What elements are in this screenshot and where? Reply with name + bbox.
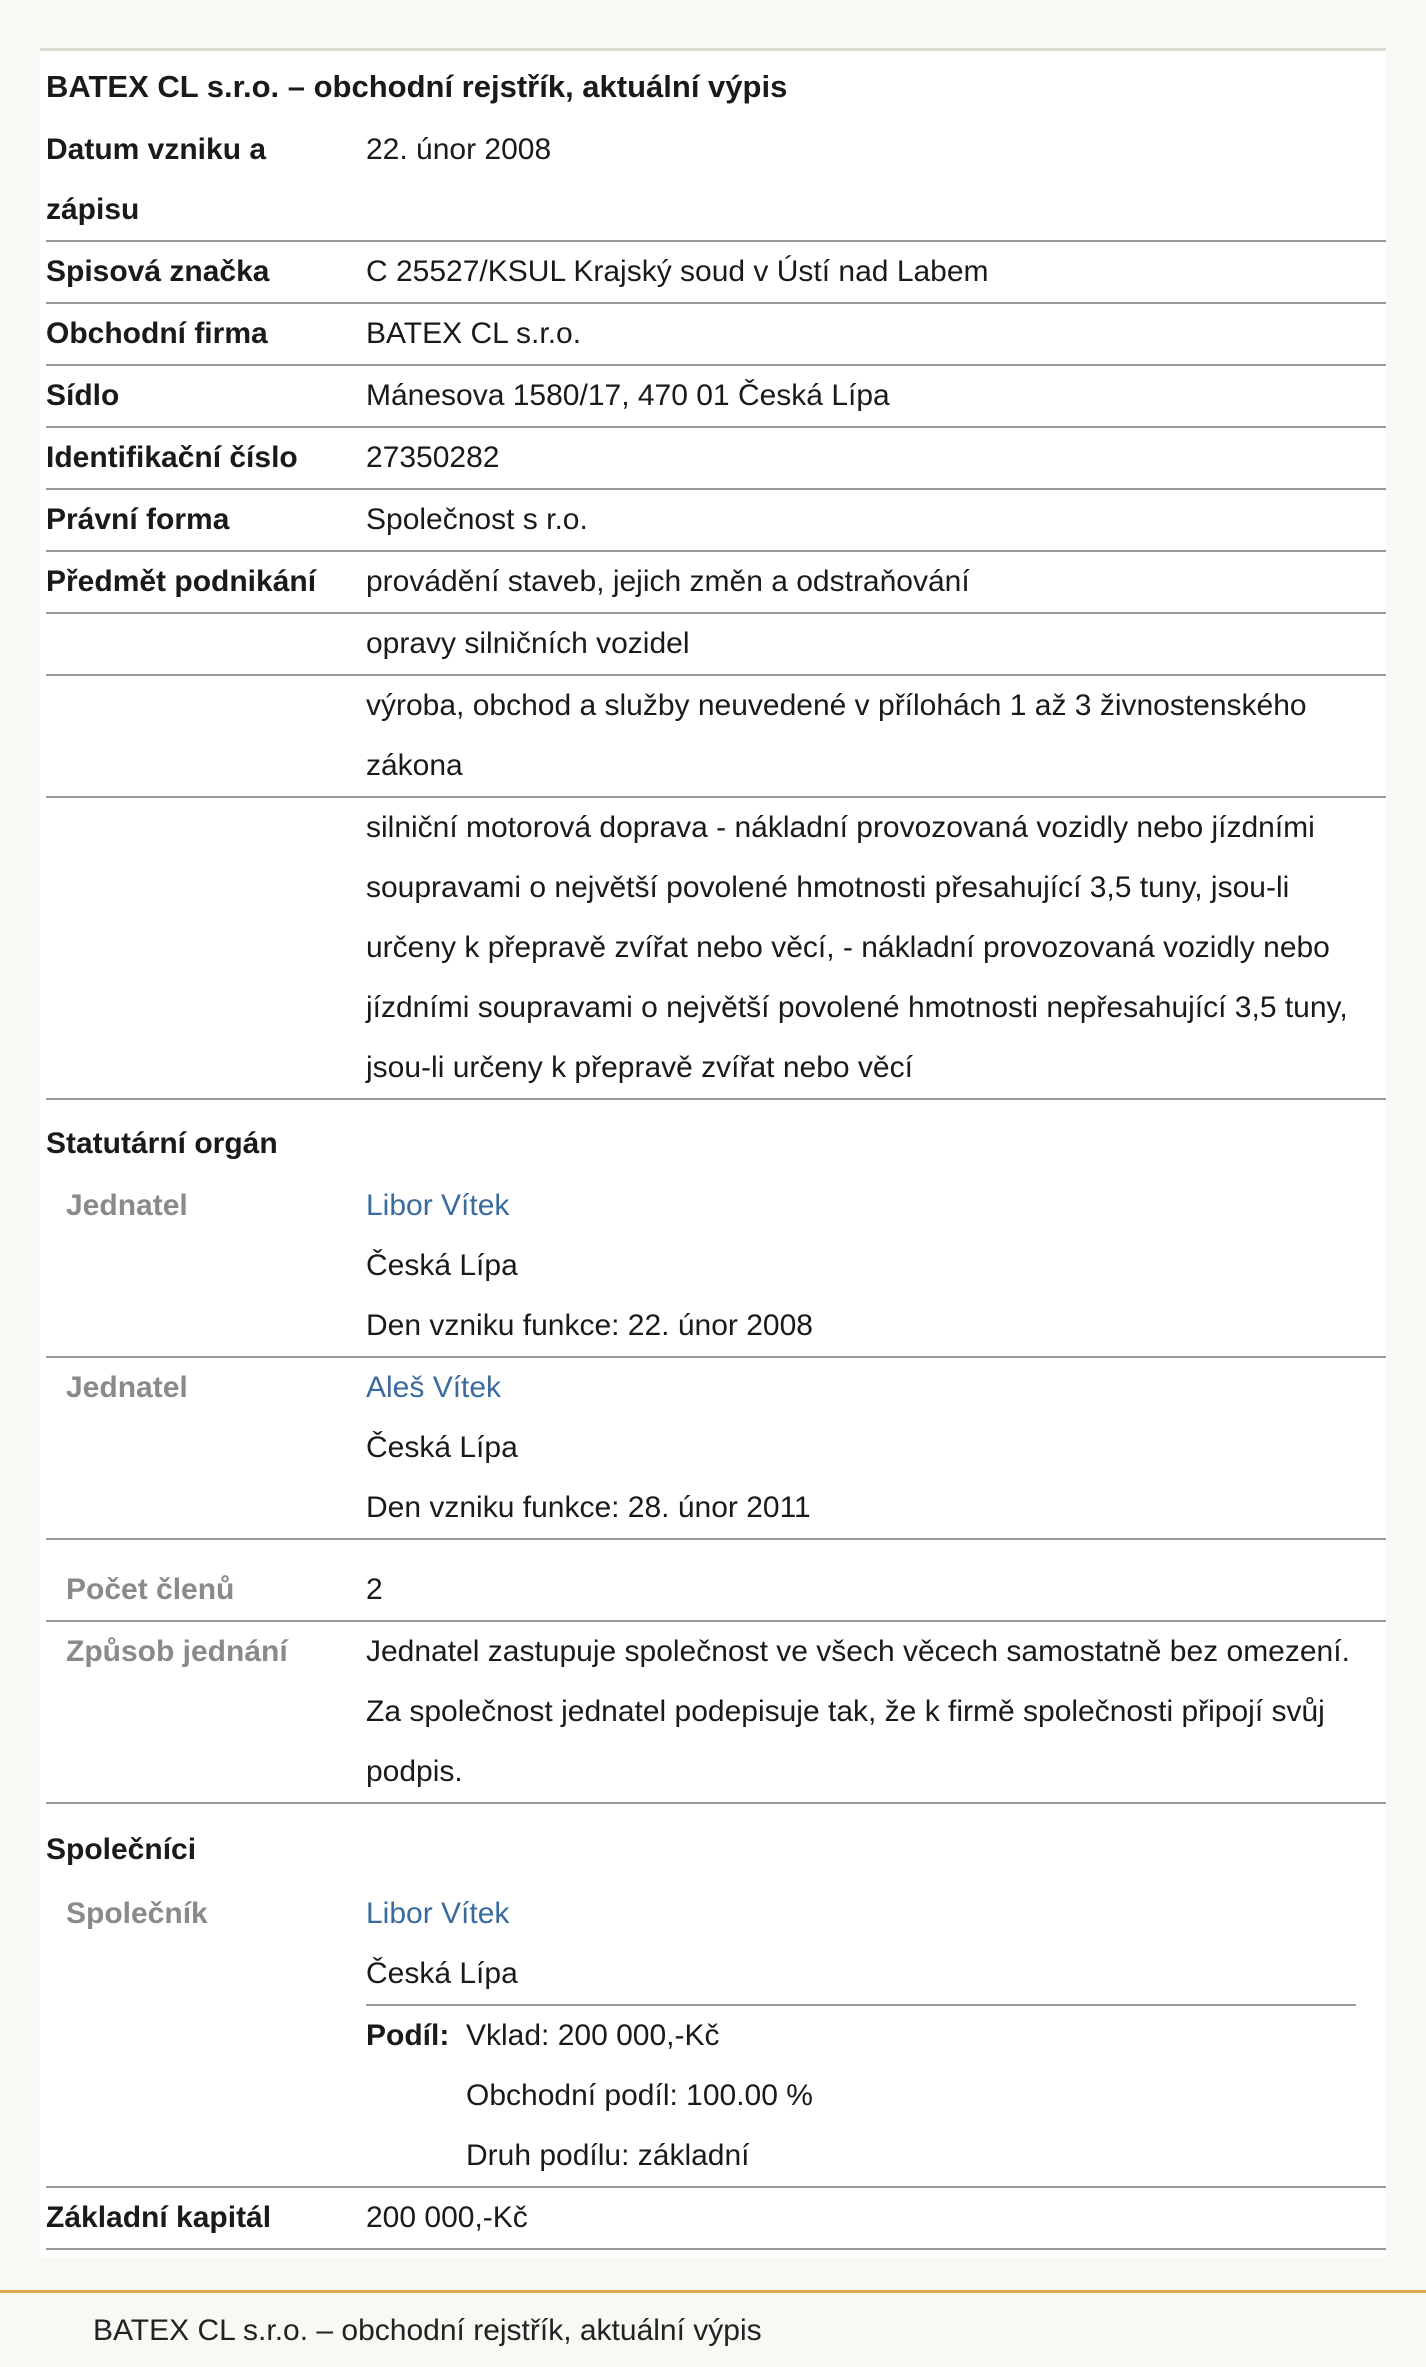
link-jednatel-1[interactable]: Libor Vítek [366,1189,510,1222]
podil-label: Podíl: [366,2019,450,2052]
label-sidlo: Sídlo [46,379,120,412]
value-predmet-2: opravy silničních vozidel [366,627,690,660]
value-predmet-1: provádění staveb, jejich změn a odstraňování [366,565,970,598]
label-ico: Identifikační číslo [46,441,298,474]
value-spisova: C 25527/KSUL Krajský soud v Ústí nad Labem [366,255,989,288]
value-sidlo: Mánesova 1580/17, 470 01 Česká Lípa [366,379,890,412]
label-jednatel-2: Jednatel [66,1371,188,1404]
value-firma: BATEX CL s.r.o. [366,317,582,350]
row-firma [46,304,1386,366]
row-forma [46,490,1386,552]
value-zpusob: Jednatel zastupuje společnost ve všech věcech samostatně bez omezení. Za společnost jednatel podepisuje tak, že k firmě společnosti připojí svůj podpis. [366,1635,1350,1788]
row-spisova [46,242,1386,304]
row-predmet-4 [46,798,1386,1100]
footer-text: BATEX CL s.r.o. – obchodní rejstřík, aktuální výpis [93,2314,762,2347]
link-spolecnik[interactable]: Libor Vítek [366,1897,510,1930]
city-jednatel-2: Česká Lípa [366,1431,518,1464]
label-zpusob: Způsob jednání [66,1635,288,1668]
value-predmet-4: silniční motorová doprava - nákladní provozovaná vozidly nebo jízdními soupravami o největší povolené hmotnosti přesahující 3,5 tuny, jsou-li určeny k přepravě zvířat nebo věcí, - nákladní provozovaná vozidly nebo jízdními soupravami o největší povolené hmotnosti nepřesahující 3,5 tuny, jsou-li určeny k přepravě zvířat nebo věcí [366,811,1348,1084]
value-pocet: 2 [366,1573,383,1606]
podil-values: Vklad: 200 000,-Kč Obchodní podíl: 100.00 % Druh podílu: základní [466,2019,813,2172]
label-predmet: Předmět podnikání [46,565,317,598]
section-spolecnici: Společníci [46,1833,197,1866]
label-datum: Datum vzniku a zápisu [46,133,267,226]
row-ico [46,428,1386,490]
podil-divider [366,2004,1356,2006]
label-forma: Právní forma [46,503,230,536]
row-pocet [46,1560,1386,1622]
row-kapital [46,2188,1386,2250]
page-title: BATEX CL s.r.o. – obchodní rejstřík, aktuální výpis [46,69,788,104]
label-pocet: Počet členů [66,1573,235,1606]
row-sidlo [46,366,1386,428]
row-predmet-1 [46,552,1386,614]
label-firma: Obchodní firma [46,317,268,350]
value-ico: 27350282 [366,441,500,474]
row-predmet-3 [46,676,1386,798]
link-jednatel-2[interactable]: Aleš Vítek [366,1371,502,1404]
footer [0,2290,1426,2367]
label-spolecnik: Společník [66,1897,208,1930]
value-forma: Společnost s r.o. [366,503,588,536]
value-datum: 22. únor 2008 [366,133,552,166]
label-jednatel-1: Jednatel [66,1189,188,1222]
label-spisova: Spisová značka [46,255,270,288]
city-spolecnik: Česká Lípa [366,1957,518,1990]
label-kapital: Základní kapitál [46,2201,272,2234]
row-datum [46,120,1386,242]
since-jednatel-1: Den vzniku funkce: 22. únor 2008 [366,1309,813,1342]
row-jednatel-2 [46,1358,1386,1540]
row-jednatel-1 [46,1176,1386,1358]
since-jednatel-2: Den vzniku funkce: 28. únor 2011 [366,1491,811,1524]
city-jednatel-1: Česká Lípa [366,1249,518,1282]
section-statutarni: Statutární orgán [46,1127,278,1160]
value-predmet-3: výroba, obchod a služby neuvedené v přílohách 1 až 3 živnostenského zákona [366,689,1307,782]
row-zpusob [46,1622,1386,1804]
row-spolecnik [46,1884,1386,2188]
value-kapital: 200 000,-Kč [366,2201,528,2234]
row-predmet-2 [46,614,1386,676]
